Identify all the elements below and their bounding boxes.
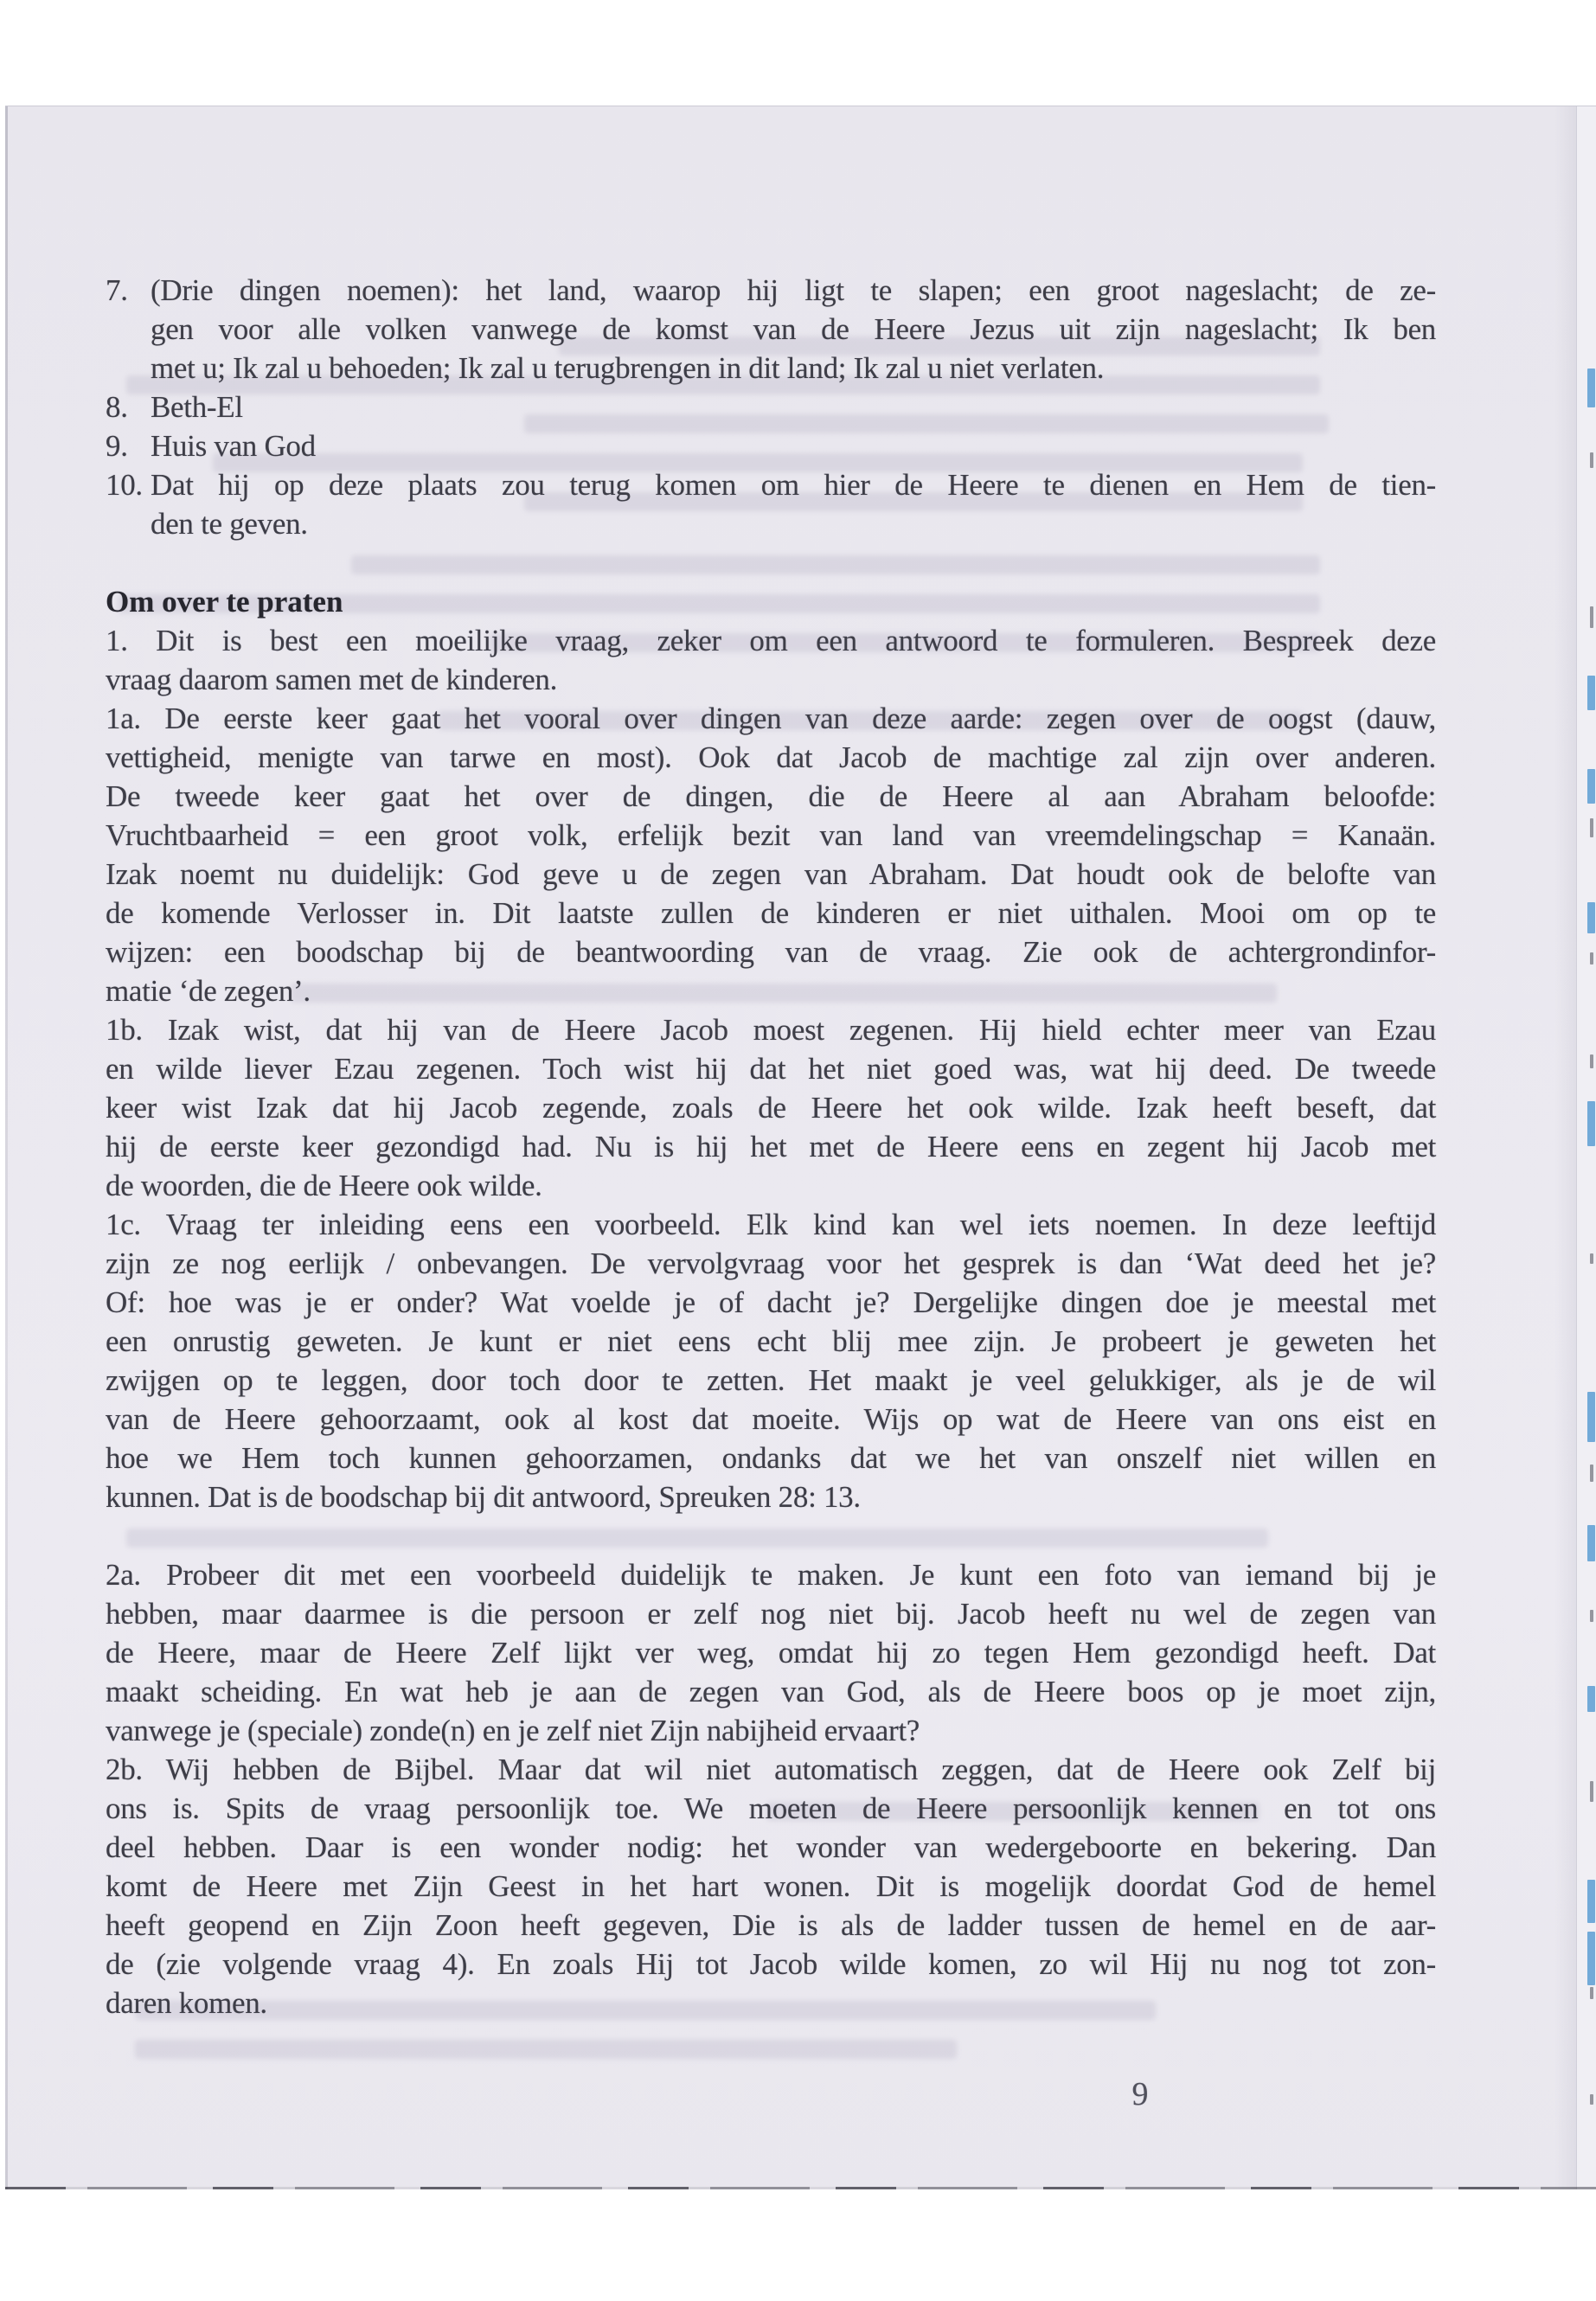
section-heading: Om over te praten (106, 585, 343, 619)
text-line: keer wist Izak dat hij Jacob zegende, zoals de Heere het ook wilde. Izak heeft beseft, dat (106, 1091, 1436, 1125)
text-line: Of: hoe was je er onder? Wat voelde je of dacht je? Dergelijke dingen doe je meestal met (106, 1285, 1436, 1319)
text-line: den te geven. (151, 507, 308, 541)
text-line: vettigheid, menigte van tarwe en most). Ook dat Jacob de machtige zal zijn over anderen. (106, 740, 1436, 774)
list-number: 10. (106, 468, 143, 502)
text-line: 1. Dit is best een moeilijke vraag, zeker om een antwoord te formuleren. Bespreek deze (106, 624, 1436, 657)
text-fragment-edge-mark (1590, 2094, 1593, 2105)
text-line: heeft geopend en Zijn Zoon heeft gegeven, Die is als de ladder tussen de hemel en de aar- (106, 1908, 1436, 1942)
page-bottom-edge (5, 2187, 1596, 2189)
text-line: een onrustig geweten. Je kunt er niet eens echt blij mee zijn. Je probeert je geweten het (106, 1324, 1436, 1358)
text-fragment-edge-mark (1590, 1253, 1593, 1264)
blue-highlight-edge-mark (1587, 1392, 1595, 1442)
text-fragment-edge-mark (1590, 1465, 1593, 1482)
adjacent-page-edge (1576, 106, 1596, 2189)
text-line: 1c. Vraag ter inleiding eens een voorbeeld. Elk kind kan wel iets noemen. In deze leeftijd (106, 1208, 1436, 1241)
text-line: de (zie volgende vraag 4). En zoals Hij tot Jacob wilde komen, zo wil Hij nu nog tot zon- (106, 1947, 1436, 1981)
list-number: 8. (106, 390, 128, 424)
text-line: 9. Huis van God (106, 426, 1436, 465)
blank-line (106, 543, 1436, 582)
text-line: maakt scheiding. En wat heb je aan de zegen van God, als de Heere boos op je moet zijn, (106, 1675, 1436, 1708)
text-line: matie ‘de zegen’. (106, 974, 311, 1008)
list-number: 7. (106, 273, 128, 307)
text-fragment-edge-mark (1590, 818, 1593, 837)
page-right-gutter-shadow (1554, 106, 1577, 2189)
text-line: de Heere, maar de Heere Zelf lijkt ver weg, omdat hij zo tegen Hem gezondigd heeft. Dat (106, 1636, 1436, 1670)
text-line: vanwege je (speciale) zonde(n) en je zelf niet Zijn nabijheid ervaart? (106, 1714, 920, 1747)
text-line: met u; Ik zal u behoeden; Ik zal u terugbrengen in dit land; Ik zal u niet verlaten. (151, 351, 1105, 385)
text-line: 1a. De eerste keer gaat het vooral over dingen van deze aarde: zegen over de oogst (dauw, (106, 702, 1436, 735)
text-line: van de Heere gehoorzaamt, ook al kost dat moeite. Wijs op wat de Heere van ons eist en (106, 1402, 1436, 1436)
page-left-edge-shadow (5, 106, 8, 2189)
bleed-through-ghost-line (135, 2040, 957, 2059)
text-line: 10. Dat hij op deze plaats zou terug komen om hier de Heere te dienen en Hem de tien- (106, 465, 1436, 504)
text-fragment-edge-mark (1590, 452, 1593, 468)
text-line: de komende Verlosser in. Dit laatste zullen de kinderen er niet uithalen. Mooi om op te (106, 896, 1436, 930)
text-fragment-edge-mark (1590, 1610, 1593, 1622)
blue-highlight-edge-mark (1587, 1932, 1595, 1985)
text-line: 1b. Izak wist, dat hij van de Heere Jacob moest zegenen. Hij hield echter meer van Ezau (106, 1013, 1436, 1047)
text-line: hebben, maar daarmee is die persoon er zelf nog niet bij. Jacob heeft nu wel de zegen van (106, 1597, 1436, 1631)
text-line: 2a. Probeer dit met een voorbeeld duidelijk te maken. Je kunt een foto van iemand bij je (106, 1558, 1436, 1592)
text-line: vraag daarom samen met de kinderen. (106, 663, 558, 696)
text-line: zijn ze nog eerlijk / onbevangen. De vervolgvraag voor het gesprek is dan ‘Wat deed het je? (106, 1247, 1436, 1280)
blue-highlight-edge-mark (1587, 902, 1595, 933)
text-line: 7. (Drie dingen noemen): het land, waarop hij ligt te slapen; een groot nageslacht; de ze- (106, 271, 1436, 310)
text-fragment-edge-mark (1590, 606, 1593, 628)
text-fragment-edge-mark (1590, 1987, 1593, 1999)
blue-highlight-edge-mark (1587, 1880, 1595, 1923)
text-fragment-edge-mark (1590, 1781, 1593, 1802)
text-line: deel hebben. Daar is een wonder nodig: het wonder van wedergeboorte en bekering. Dan (106, 1830, 1436, 1864)
text-line: en wilde liever Ezau zegenen. Toch wist hij dat het niet goed was, wat hij deed. De tweede (106, 1052, 1436, 1086)
blue-highlight-edge-mark (1587, 1525, 1595, 1561)
text-line: De tweede keer gaat het over de dingen, die de Heere al aan Abraham beloofde: (106, 779, 1436, 813)
text-line: hoe we Hem toch kunnen gehoorzamen, ondanks dat we het van onszelf niet willen en (106, 1441, 1436, 1475)
text-line: hij de eerste keer gezondigd had. Nu is hij het met de Heere eens en zegent hij Jacob met (106, 1130, 1436, 1163)
text-line: 8. Beth-El (106, 388, 1436, 426)
text-fragment-edge-mark (1590, 952, 1593, 965)
blank-line (106, 1516, 1436, 1555)
blue-highlight-edge-mark (1587, 676, 1595, 710)
text-line: daren komen. (106, 1986, 267, 2020)
text-line: Vruchtbaarheid = een groot volk, erfelijk bezit van land van vreemdelingschap = Kanaän. (106, 818, 1436, 852)
text-line: 2b. Wij hebben de Bijbel. Maar dat wil niet automatisch zeggen, dat de Heere ook Zelf bij (106, 1753, 1436, 1786)
text-line: gen voor alle volken vanwege de komst van de Heere Jezus uit zijn nageslacht; Ik ben (151, 312, 1436, 346)
page-number: 9 (1131, 2076, 1149, 2112)
blue-highlight-edge-mark (1587, 369, 1595, 407)
text-line: wijzen: een boodschap bij de beantwoording van de vraag. Zie ook de achtergrondinfor- (106, 935, 1436, 969)
blue-highlight-edge-mark (1587, 769, 1595, 804)
text-line: Izak noemt nu duidelijk: God geve u de zegen van Abraham. Dat houdt ook de belofte van (106, 857, 1436, 891)
blue-highlight-edge-mark (1587, 1101, 1595, 1146)
document-page (5, 106, 1596, 2189)
text-fragment-edge-mark (1590, 1054, 1593, 1068)
text-line: ons is. Spits de vraag persoonlijk toe. We moeten de Heere persoonlijk kennen en tot ons (106, 1791, 1436, 1825)
text-line: zwijgen op te leggen, door toch door te zetten. Het maakt je veel gelukkiger, als je de wil (106, 1363, 1436, 1397)
blue-highlight-edge-mark (1587, 1686, 1595, 1712)
text-line: kunnen. Dat is de boodschap bij dit antwoord, Spreuken 28: 13. (106, 1480, 861, 1514)
text-line: komt de Heere met Zijn Geest in het hart wonen. Dit is mogelijk doordat God de hemel (106, 1869, 1436, 1903)
text-line: de woorden, die de Heere ook wilde. (106, 1169, 542, 1202)
text-block (106, 271, 1436, 2022)
list-number: 9. (106, 429, 128, 463)
